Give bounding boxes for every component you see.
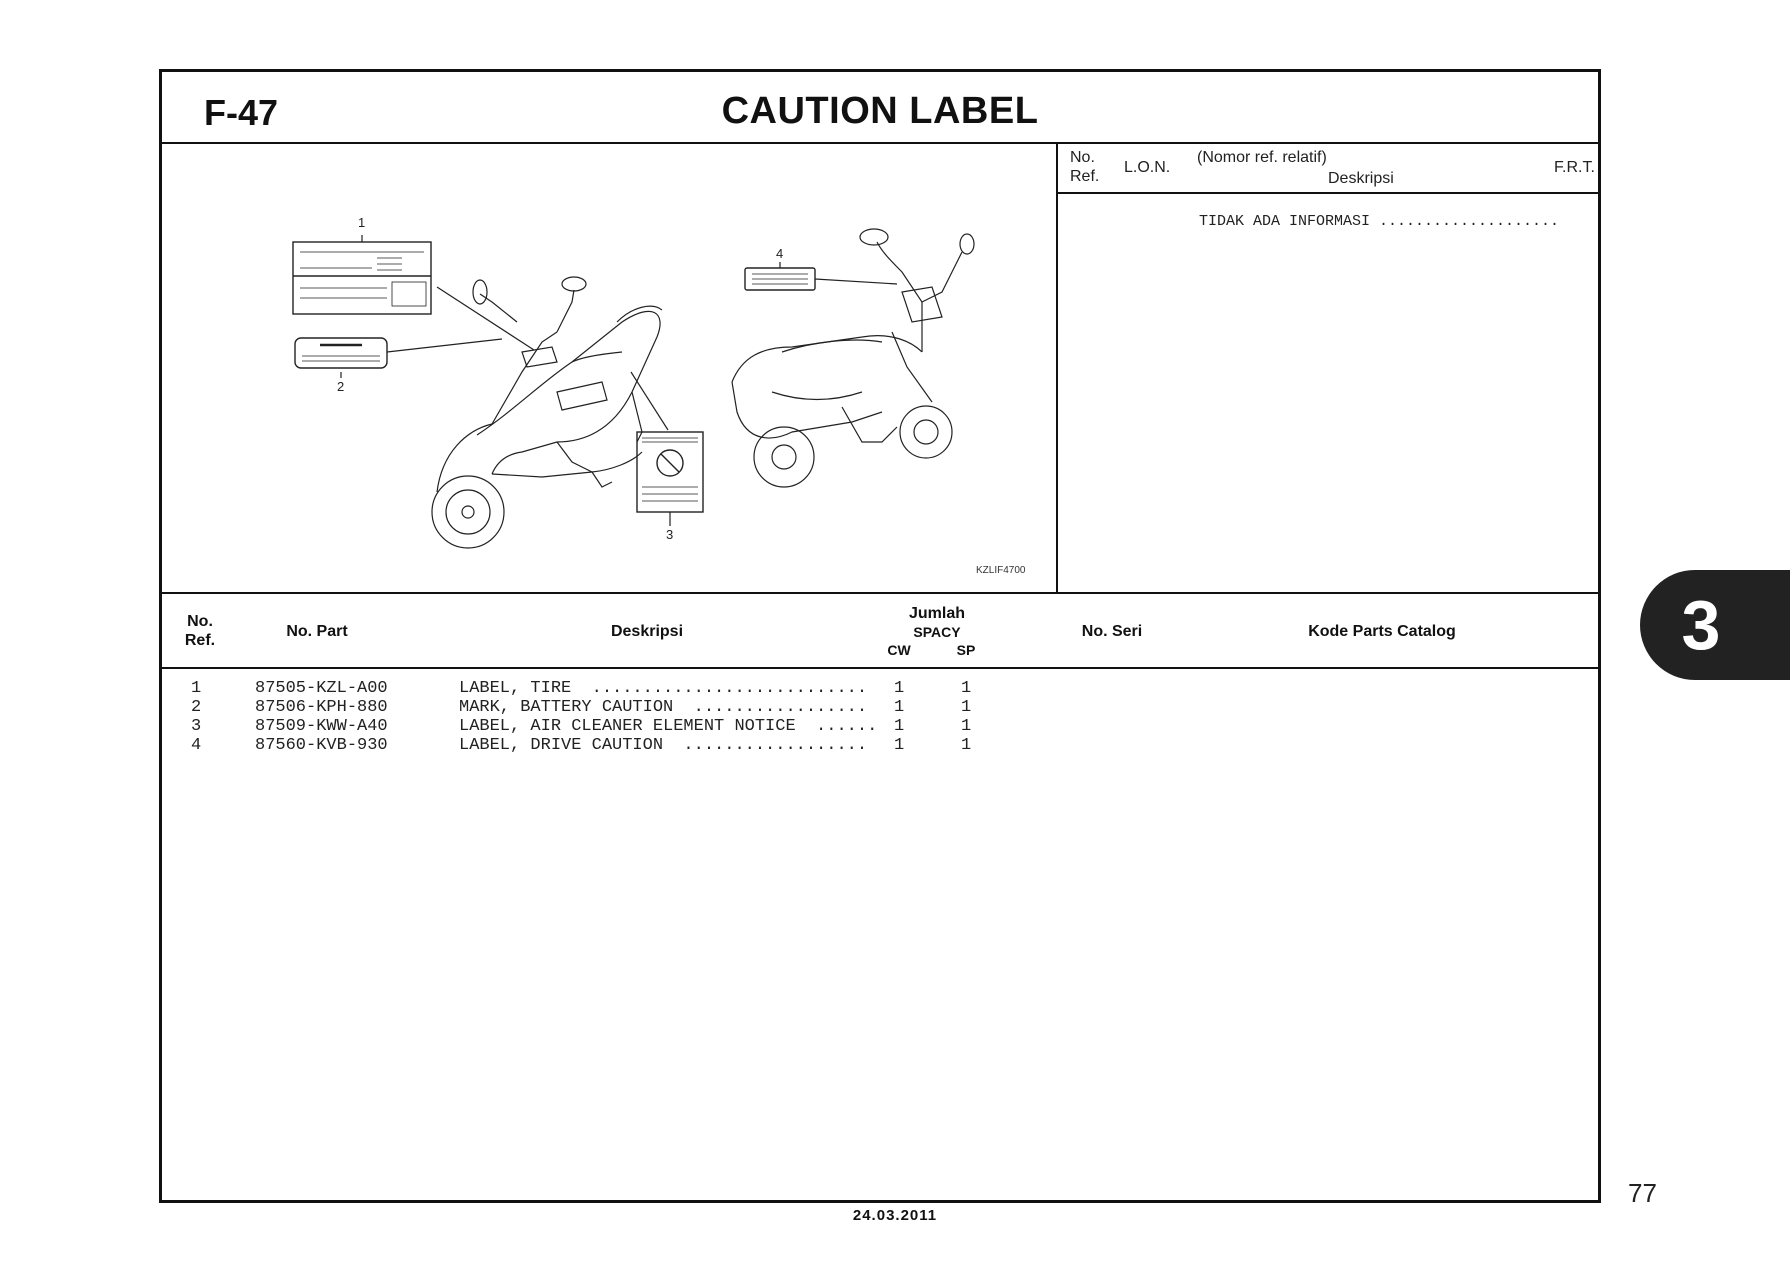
chapter-number: 3 xyxy=(1681,586,1721,664)
row-ref: 4 xyxy=(191,736,202,755)
th-no: No. xyxy=(187,613,213,630)
table-row xyxy=(162,736,1062,755)
row-qty-sp: 1 xyxy=(961,717,972,736)
callout-4: 4 xyxy=(776,246,784,261)
row-part-number: 87505-KZL-A00 xyxy=(255,679,388,698)
figure-code: F-47 xyxy=(204,92,279,133)
no-information-message: TIDAK ADA INFORMASI .................... xyxy=(1199,213,1560,230)
table-header-divider xyxy=(162,667,1598,669)
mark-battery-caution-drawing xyxy=(295,338,387,368)
page-number: 77 xyxy=(1628,1178,1657,1208)
info-header-divider xyxy=(1056,192,1598,194)
table-row xyxy=(162,717,1062,736)
row-qty-cw: 1 xyxy=(894,717,905,736)
table-row xyxy=(162,698,1062,717)
th-sp: SP xyxy=(956,642,976,658)
info-col-no: No. xyxy=(1070,149,1095,166)
scooter-front-view-drawing xyxy=(432,277,662,548)
th-no-seri: No. Seri xyxy=(1081,623,1143,640)
info-col-desc: Deskripsi xyxy=(1328,170,1394,187)
row-description: MARK, BATTERY CAUTION ................. xyxy=(459,698,868,717)
callout-1: 1 xyxy=(358,215,366,230)
th-cw: CW xyxy=(887,642,911,658)
th-deskripsi: Deskripsi xyxy=(610,623,684,640)
info-col-lon: L.O.N. xyxy=(1124,159,1171,176)
caution-label-diagram xyxy=(162,142,1056,592)
row-description: LABEL, TIRE ........................... xyxy=(459,679,868,698)
label-tire-drawing xyxy=(293,242,431,314)
row-qty-cw: 1 xyxy=(894,679,905,698)
row-part-number: 87560-KVB-930 xyxy=(255,736,388,755)
page-title: CAUTION LABEL xyxy=(721,90,1039,132)
label-air-cleaner-drawing xyxy=(637,432,703,512)
diagram-code: KZLIF4700 xyxy=(976,565,1026,576)
row-part-number: 87506-KPH-880 xyxy=(255,698,388,717)
leader-lines xyxy=(341,235,897,526)
info-col-ref: Ref. xyxy=(1070,168,1100,185)
row-qty-sp: 1 xyxy=(961,679,972,698)
row-qty-cw: 1 xyxy=(894,736,905,755)
info-col-frt: F.R.T. xyxy=(1554,159,1595,176)
row-ref: 3 xyxy=(191,717,202,736)
footer-date: 24.03.2011 xyxy=(852,1207,938,1224)
th-model: SPACY xyxy=(913,624,961,640)
diagram-divider xyxy=(162,592,1598,594)
info-col-desc-top: (Nomor ref. relatif) xyxy=(1197,149,1327,166)
callout-2: 2 xyxy=(337,379,345,394)
th-ref: Ref. xyxy=(184,632,216,649)
row-qty-sp: 1 xyxy=(961,736,972,755)
row-ref: 1 xyxy=(191,679,202,698)
diagram-info-divider xyxy=(1056,142,1058,592)
row-description: LABEL, DRIVE CAUTION .................. xyxy=(459,736,868,755)
th-no-part: No. Part xyxy=(286,623,348,640)
label-drive-caution-drawing xyxy=(745,268,815,290)
row-part-number: 87509-KWW-A40 xyxy=(255,717,388,736)
page-frame xyxy=(159,69,1601,1203)
th-jumlah: Jumlah xyxy=(908,605,965,622)
row-qty-sp: 1 xyxy=(961,698,972,717)
callout-3: 3 xyxy=(666,527,674,542)
th-kode-parts-catalog: Kode Parts Catalog xyxy=(1308,623,1456,640)
row-qty-cw: 1 xyxy=(894,698,905,717)
row-ref: 2 xyxy=(191,698,202,717)
row-description: LABEL, AIR CLEANER ELEMENT NOTICE ...... xyxy=(459,717,878,736)
table-row xyxy=(162,679,1062,698)
